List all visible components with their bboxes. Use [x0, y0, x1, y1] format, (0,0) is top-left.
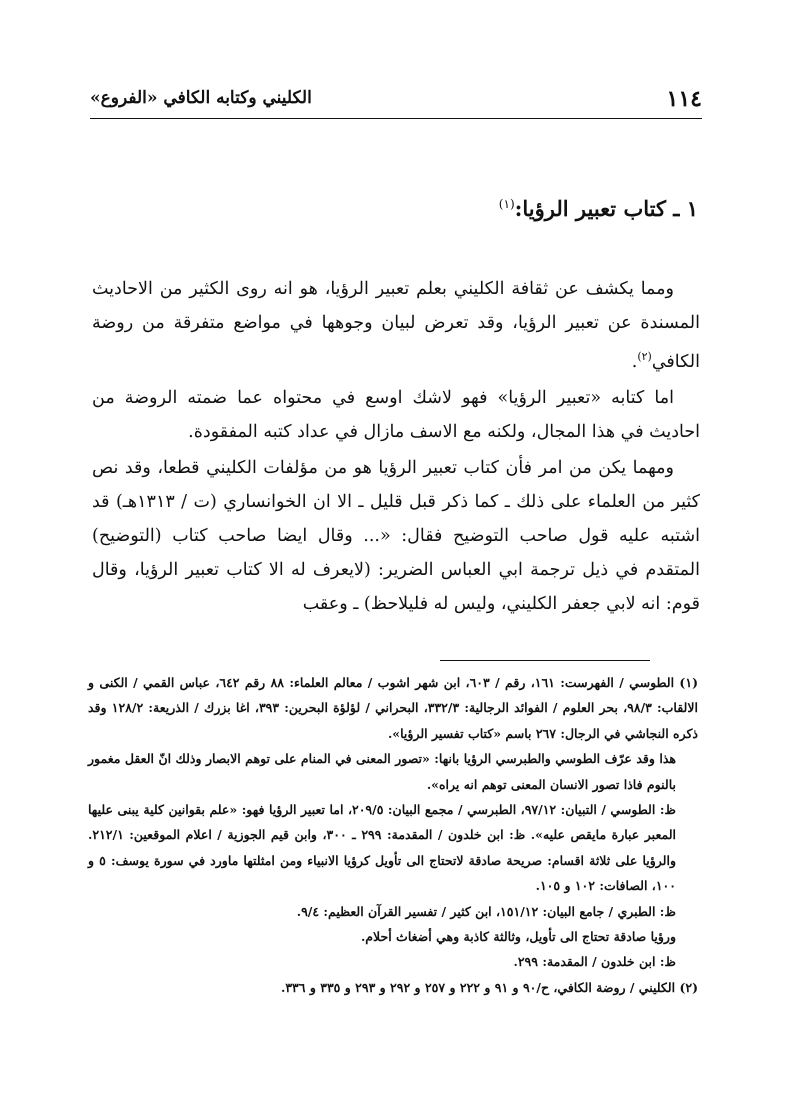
footnotes: [88, 670, 698, 1000]
main-text: [92, 272, 700, 623]
paragraph-footnote-ref[interactable]: (٢): [637, 350, 652, 363]
paragraph: [92, 272, 700, 379]
footnote-continuation: ظ: الطوسي / التبيان: ٩٧/١٢، الطبرسي / مجمع البيان: ٢٠٩/٥، اما تعبير الرؤيا فهو: «علم بقوانين كلية يبنى عليها المعبر عبارة مايقص عليه». ظ: ابن خلدون / المقدمة: ٢٩٩ ـ ٣٠٠، وابن قيم الجوزية / اعلام الموقعين: ٢١٢/١. والرؤيا على ثلاثة اقسام: صريحة صادقة لاتحتاج الى تأويل كرؤيا الانبياء ومن امثلتها ماورد في سورة يوسف: ٥ و ١٠٠، الصافات: ١٠٢ و ١٠٥.: [88, 802, 677, 894]
footnote-divider: [440, 660, 650, 661]
section-heading-text: ١ ـ كتاب تعبير الرؤيا:: [514, 196, 698, 221]
paragraph-text: ومما يكشف عن ثقافة الكليني بعلم تعبير الرؤيا، هو انه روى الكثير من الاحاديث المسندة عن تعبير الرؤيا، وقد تعرض لبيان وجوهها في مواضع متفرقة من روضة الكافي: [92, 279, 700, 372]
footnote-continuation: ورؤيا صادقة تحتاج الى تأويل، وثالثة كاذبة وهي أضغاث أحلام.: [360, 929, 676, 945]
running-header: [90, 82, 702, 118]
footnote: (١) الطوسي / الفهرست: ١٦١، رقم / ٦٠٣، ابن شهر اشوب / معالم العلماء: ٨٨ رقم ٦٤٢، عباس القمي / الكنى و الالقاب: ٩٨/٣، بحر العلوم / الفوائد الرجالية: ٣٣٢/٣، البحراني / لؤلؤة البحرين: ٣٩٣، اغا بزرك / الذريعة: ١٢٨/٢ وقد ذكره النجاشي في الرجال: ٢٦٧ باسم «كتاب تفسير الرؤيا».: [88, 675, 698, 741]
footnote: (٢) الكليني / روضة الكافي، ح/٩٠ و ٩١ و ٢٢٢ و ٢٥٧ و ٢٩٢ و ٢٩٣ و ٣٣٥ و ٣٣٦.: [280, 979, 698, 995]
page-number: ١١٤: [666, 86, 702, 112]
heading-footnote-ref[interactable]: (١): [498, 197, 515, 211]
paragraph: [92, 451, 700, 621]
footnote-continuation: ظ: ابن خلدون / المقدمة: ٢٩٩.: [513, 954, 676, 970]
footnote-continuation: هذا وقد عرّف الطوسي والطبرسي الرؤيا بانها: «تصور المعنى في المنام على توهم الابصار وذلك انّ العقل مغمور بالنوم فاذا تصور الانسان المعنى توهم انه يراه».: [88, 751, 676, 792]
section-heading: [499, 196, 698, 221]
paragraph-text: اما كتابه «تعبير الرؤيا» فهو لاشك اوسع في محتواه عما ضمته الروضة من احاديث في هذا المجال، ولكنه مع الاسف مازال في عداد كتبه المفقودة.: [92, 387, 700, 442]
header-divider: [90, 118, 702, 119]
footnote-continuation: ظ: الطبري / جامع البيان: ١٥١/١٢، ابن كثير / تفسير القرآن العظيم: ٩/٤.: [296, 903, 676, 919]
running-title: الكليني وكتابه الكافي «الفروع»: [90, 88, 312, 108]
paragraph-end: .: [631, 351, 638, 372]
paragraph-text: ومهما يكن من امر فأن كتاب تعبير الرؤيا هو من مؤلفات الكليني قطعا، وقد نص كثير من العلماء على ذلك ـ كما ذكر قبل قليل ـ الا ان الخوانساري (ت / ١٣١٣هـ) قد اشتبه عليه قول صاحب التوضيح فقال: «... وقال ايضا صاحب كتاب (التوضيح) المتقدم في ذيل ترجمة ابي العباس الضرير: (لايعرف له الا كتاب تعبير الرؤيا، وقال قوم: انه لابي جعفر الكليني، وليس له فليلاحظ) ـ وعقب: [92, 457, 700, 614]
paragraph: [92, 381, 700, 449]
